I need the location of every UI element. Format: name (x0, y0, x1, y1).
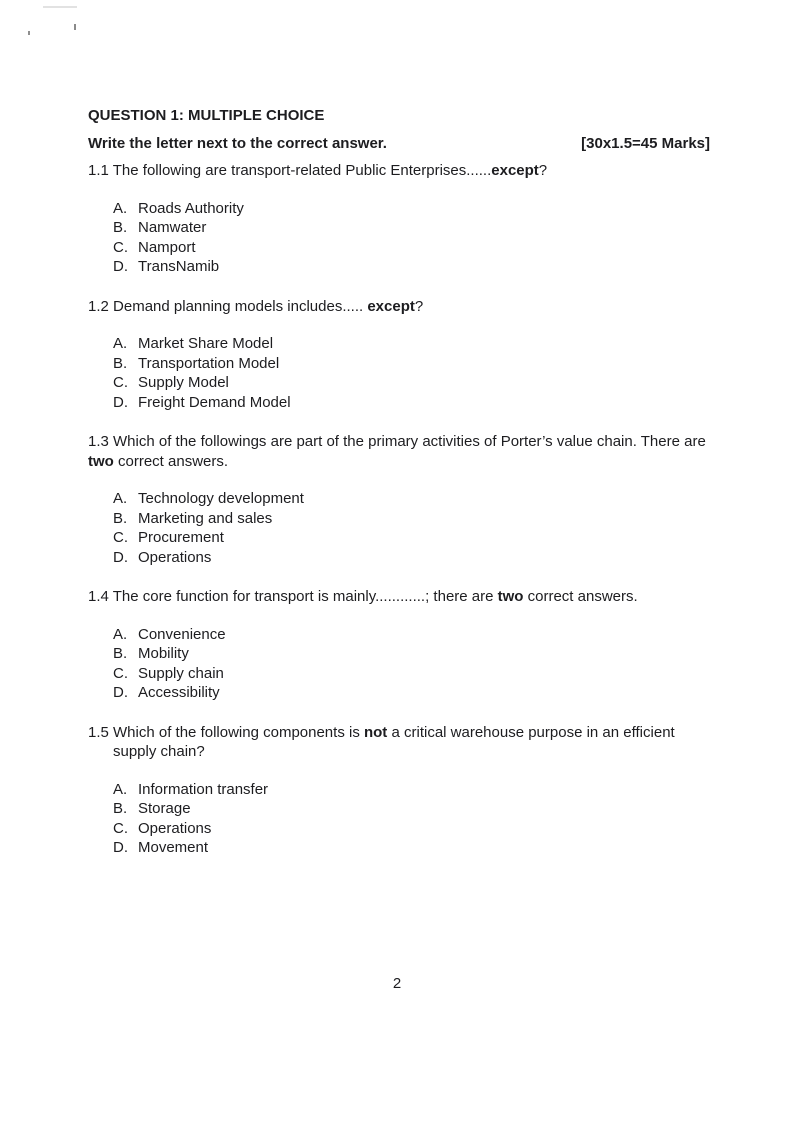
option-d (113, 683, 710, 703)
option-b (113, 509, 710, 529)
option-letter: B. (113, 354, 128, 372)
option-a (113, 625, 710, 645)
instruction-text: Write the letter next to the correct answer. (88, 134, 387, 152)
question-1-1 (88, 161, 710, 277)
options-list (113, 334, 710, 412)
question-number: 1.1 (88, 162, 109, 179)
option-label: Operations (138, 819, 212, 837)
option-b (113, 799, 710, 819)
option-label: Freight Demand Model (138, 393, 291, 411)
question-1-2 (88, 297, 710, 413)
option-label: Accessibility (138, 684, 220, 701)
option-b (113, 354, 710, 374)
options-list (113, 625, 710, 703)
question-text: 1.4 The core function for transport is mainly............; there are two correct answers. (88, 588, 638, 605)
option-label: Roads Authority (138, 199, 244, 217)
option-label: Convenience (138, 625, 226, 643)
question-1-3 (88, 432, 710, 567)
question-text: 1.3 Which of the followings are part of the primary activities of Porter’s value chain. There are two correct answers. (88, 433, 706, 470)
option-c (113, 528, 710, 548)
option-d (113, 257, 710, 277)
option-letter: B. (113, 645, 128, 662)
option-label: Marketing and sales (138, 509, 273, 527)
option-a (113, 489, 710, 509)
scan-artifact (74, 24, 76, 30)
section-title: QUESTION 1: MULTIPLE CHOICE (88, 107, 325, 124)
option-letter: D. (113, 393, 128, 411)
option-c (113, 238, 710, 258)
option-letter: B. (113, 800, 128, 817)
option-label: Technology development (138, 490, 304, 507)
option-letter: C. (113, 374, 128, 391)
scan-artifact (28, 31, 30, 35)
option-a (113, 199, 710, 219)
question-number: 1.4 (88, 588, 109, 605)
option-letter: D. (113, 684, 128, 701)
question-1-5 (88, 723, 710, 858)
option-letter: C. (113, 664, 128, 682)
option-label: Procurement (138, 529, 224, 546)
option-letter: A. (113, 335, 128, 352)
option-b (113, 644, 710, 664)
option-letter: D. (113, 839, 128, 856)
option-label: Supply chain (138, 664, 224, 682)
option-letter: C. (113, 819, 128, 837)
document-body (88, 106, 710, 858)
question-number: 1.3 (88, 433, 109, 450)
option-label: Transportation Model (138, 354, 280, 372)
option-label: Movement (138, 839, 209, 856)
option-label: Supply Model (138, 374, 229, 391)
option-letter: B. (113, 219, 128, 236)
option-letter: D. (113, 548, 128, 566)
option-label: TransNamib (138, 258, 220, 275)
option-b (113, 218, 710, 238)
scan-artifact (43, 6, 77, 8)
option-d (113, 838, 710, 858)
option-label: Information transfer (138, 780, 269, 798)
option-letter: C. (113, 529, 128, 546)
question-text: 1.1 The following are transport-related Public Enterprises......except? (88, 162, 548, 179)
option-d (113, 548, 710, 568)
question-number: 1.5 (88, 723, 109, 741)
option-label: Storage (138, 800, 191, 817)
option-label: Mobility (138, 645, 189, 662)
question-number: 1.2 (88, 297, 109, 315)
option-label: Namwater (138, 219, 207, 236)
option-d (113, 393, 710, 413)
option-c (113, 373, 710, 393)
option-a (113, 780, 710, 800)
instruction-row (88, 134, 710, 154)
option-letter: A. (113, 199, 128, 217)
option-label: Market Share Model (138, 335, 274, 352)
options-list (113, 780, 710, 858)
option-label: Namport (138, 238, 196, 256)
question-text: 1.5 Which of the following components is not a critical warehouse purpose in an efficient supply chain? (88, 723, 675, 760)
page-number: 2 (392, 975, 402, 992)
marks-allocation: [30x1.5=45 Marks] (581, 134, 710, 152)
question-1-4 (88, 587, 710, 703)
option-letter: D. (113, 258, 128, 275)
option-a (113, 334, 710, 354)
options-list (113, 489, 710, 567)
option-letter: A. (113, 625, 128, 643)
question-text: 1.2 Demand planning models includes..... except? (88, 297, 424, 315)
option-c (113, 819, 710, 839)
option-c (113, 664, 710, 684)
option-letter: C. (113, 238, 128, 256)
options-list (113, 199, 710, 277)
option-letter: A. (113, 780, 128, 798)
option-label: Operations (138, 548, 212, 566)
option-letter: A. (113, 490, 128, 507)
option-letter: B. (113, 509, 128, 527)
